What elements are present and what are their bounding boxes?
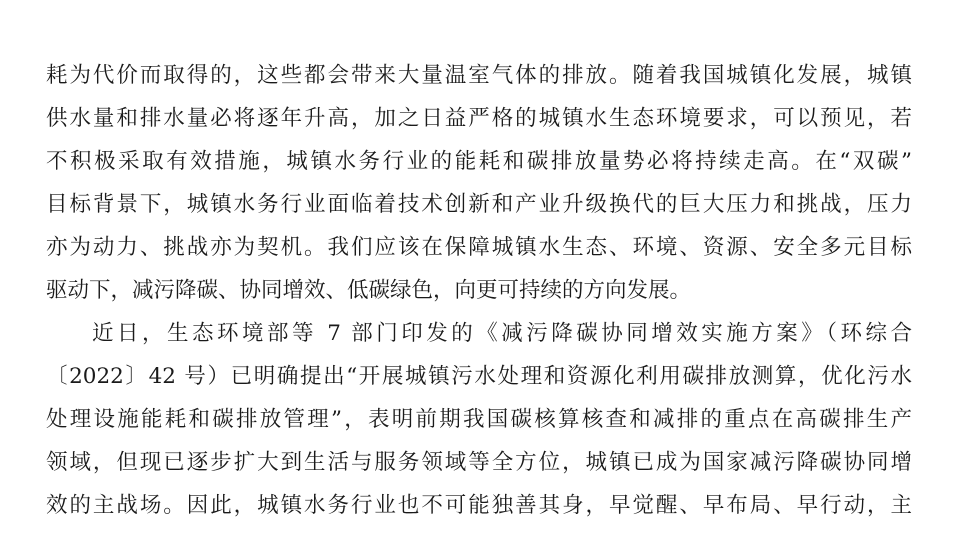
paragraph-2-line-1: 近日，生态环境部等 7 部门印发的《减污降碳协同增效实施方案》（环综合: [92, 321, 912, 346]
paragraph-2-line-2: 〔2022〕42 号）已明确提出“开展城镇污水处理和资源化利用碳排放测算，优化污水: [46, 364, 912, 389]
paragraph-2-line-3: 处理设施能耗和碳排放管理”，表明前期我国碳核算核查和减排的重点在高碳排生产: [46, 407, 912, 432]
paragraph-1-line-1: 耗为代价而取得的，这些都会带来大量温室气体的排放。随着我国城镇化发展，城镇: [46, 63, 912, 88]
paragraph-1-line-2: 供水量和排水量必将逐年升高，加之日益严格的城镇水生态环境要求，可以预见，若: [46, 106, 912, 131]
paragraph-2-line-5: 效的主战场。因此，城镇水务行业也不可能独善其身，早觉醒、早布局、早行动，主: [46, 493, 912, 518]
paragraph-1-line-4: 目标背景下，城镇水务行业面临着技术创新和产业升级换代的巨大压力和挑战，压力: [46, 192, 912, 217]
paragraph-2-line-4: 领域，但现已逐步扩大到生活与服务领域等全方位，城镇已成为国家减污降碳协同增: [46, 450, 912, 475]
paragraph-1-line-5: 亦为动力、挑战亦为契机。我们应该在保障城镇水生态、环境、资源、安全多元目标: [46, 235, 912, 260]
paragraph-1-line-3: 不积极采取有效措施，城镇水务行业的能耗和碳排放量势必将持续走高。在“双碳”: [46, 149, 912, 174]
paragraph-1-line-6: 驱动下，减污降碳、协同增效、低碳绿色，向更可持续的方向发展。: [46, 278, 692, 303]
